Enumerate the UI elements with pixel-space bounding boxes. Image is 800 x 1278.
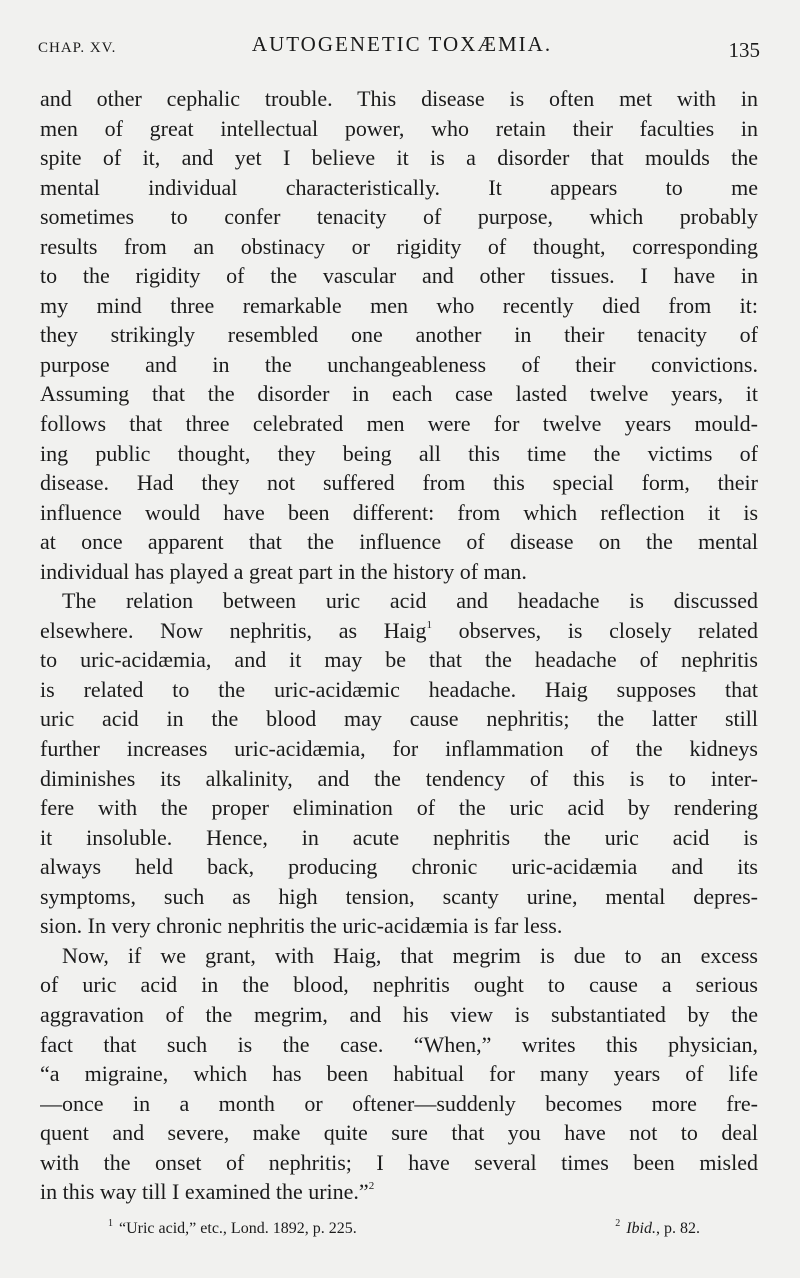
footnote-1: [108, 1220, 357, 1238]
text-line: [40, 764, 758, 794]
running-title: AUTOGENETIC TOXÆMIA.: [251, 32, 553, 56]
text-segment: my mind three remarkable men who recently died from it:: [40, 292, 758, 318]
text-line: [40, 350, 758, 380]
text-line: [40, 84, 758, 114]
text-line: [40, 232, 758, 262]
body-text: [40, 84, 758, 1207]
footnotes: [108, 1220, 700, 1246]
text-segment: of uric acid in the blood, nephritis ought to cause a serious: [40, 972, 758, 998]
footnote-mark: 2: [615, 1218, 621, 1229]
text-segment: mental individual characteristically. It appears to me: [40, 174, 758, 200]
text-segment: follows that three celebrated men were for twelve years mould-: [40, 411, 758, 437]
text-line: [40, 439, 758, 469]
footnote-2: [615, 1220, 700, 1238]
text-segment: to the rigidity of the vascular and other tissues. I have in: [40, 263, 758, 289]
text-line: [40, 970, 758, 1000]
text-line: [40, 1177, 758, 1207]
text-line: [40, 941, 758, 971]
text-segment: quent and severe, make quite sure that you have not to deal: [40, 1120, 758, 1146]
text-segment: sion. In very chronic nephritis the uric-acidæmia is far less.: [40, 913, 563, 939]
text-line: [40, 498, 758, 528]
text-segment: The relation between uric acid and headache is discussed: [62, 588, 758, 614]
text-line: [40, 852, 758, 882]
text-line: [40, 911, 758, 941]
text-segment: elsewhere. Now nephritis, as Haig: [40, 617, 427, 643]
text-line: [40, 616, 758, 646]
text-segment: diminishes its alkalinity, and the tendency of this is to inter-: [40, 765, 758, 791]
text-line: [40, 1118, 758, 1148]
text-line: [40, 143, 758, 173]
text-segment: influence would have been different: from which reflection it is: [40, 499, 758, 525]
footnote-reference: 2: [368, 1180, 375, 1193]
text-segment: purpose and in the unchangeableness of their convictions.: [40, 351, 758, 377]
text-line: [40, 291, 758, 321]
text-line: [40, 409, 758, 439]
text-line: [40, 320, 758, 350]
text-segment: they strikingly resembled one another in their tenacity of: [40, 322, 758, 348]
text-segment: it insoluble. Hence, in acute nephritis the uric acid is: [40, 824, 758, 850]
running-head: [38, 30, 766, 64]
text-segment: observes, is closely related: [432, 617, 758, 643]
text-segment: symptoms, such as high tension, scanty urine, mental depres-: [40, 883, 758, 909]
footnote-italic: Ibid.: [626, 1220, 656, 1237]
text-segment: results from an obstinacy or rigidity of thought, corresponding: [40, 233, 758, 259]
text-line: [40, 468, 758, 498]
text-segment: sometimes to confer tenacity of purpose, which probably: [40, 204, 758, 230]
text-segment: spite of it, and yet I believe it is a disorder that moulds the: [40, 145, 758, 171]
text-segment: men of great intellectual power, who retain their faculties in: [40, 115, 758, 141]
text-line: [40, 586, 758, 616]
text-line: [40, 1148, 758, 1178]
text-segment: ing public thought, they being all this time the victims of: [40, 440, 758, 466]
text-line: [40, 557, 758, 587]
footnote-text: “Uric acid,” etc., Lond. 1892, p. 225.: [119, 1220, 357, 1237]
page-number: 135: [728, 38, 760, 62]
text-line: [40, 1089, 758, 1119]
text-line: [40, 202, 758, 232]
text-line: [40, 675, 758, 705]
text-line: [40, 823, 758, 853]
text-line: [40, 645, 758, 675]
text-line: [40, 114, 758, 144]
text-segment: is related to the uric-acidæmic headache. Haig supposes that: [40, 676, 758, 702]
footnote-reference: 1: [426, 618, 432, 631]
text-segment: at once apparent that the influence of disease on the mental: [40, 529, 758, 555]
text-segment: uric acid in the blood may cause nephritis; the latter still: [40, 706, 758, 732]
text-segment: aggravation of the megrim, and his view is substantiated by the: [40, 1001, 758, 1027]
text-line: [40, 1030, 758, 1060]
text-segment: “a migraine, which has been habitual for many years of life: [40, 1061, 758, 1087]
text-line: [40, 1000, 758, 1030]
footnote-mark: 1: [108, 1218, 113, 1229]
text-line: [40, 379, 758, 409]
chapter-label: CHAP. XV.: [38, 40, 117, 56]
text-line: [40, 261, 758, 291]
text-segment: in this way till I examined the urine.”: [40, 1179, 369, 1205]
text-segment: with the onset of nephritis; I have several times been misled: [40, 1149, 758, 1175]
text-segment: individual has played a great part in the history of man.: [40, 558, 527, 584]
text-line: [40, 527, 758, 557]
text-line: [40, 793, 758, 823]
text-line: [40, 1059, 758, 1089]
text-line: [40, 882, 758, 912]
footnote-text: , p. 82.: [656, 1220, 700, 1237]
text-line: [40, 704, 758, 734]
text-segment: to uric-acidæmia, and it may be that the headache of nephritis: [40, 647, 758, 673]
text-segment: disease. Had they not suffered from this special form, their: [40, 470, 758, 496]
text-segment: fact that such is the case. “When,” writes this physician,: [40, 1031, 758, 1057]
text-line: [40, 734, 758, 764]
text-segment: and other cephalic trouble. This disease is often met with in: [40, 86, 758, 111]
text-segment: —once in a month or oftener—suddenly becomes more fre-: [40, 1090, 758, 1116]
text-segment: Assuming that the disorder in each case lasted twelve years, it: [40, 381, 758, 407]
text-segment: always held back, producing chronic uric-acidæmia and its: [40, 854, 758, 880]
text-segment: Now, if we grant, with Haig, that megrim is due to an excess: [62, 942, 758, 968]
text-segment: further increases uric-acidæmia, for inflammation of the kidneys: [40, 736, 758, 762]
text-segment: fere with the proper elimination of the uric acid by rendering: [40, 795, 758, 821]
text-line: [40, 173, 758, 203]
